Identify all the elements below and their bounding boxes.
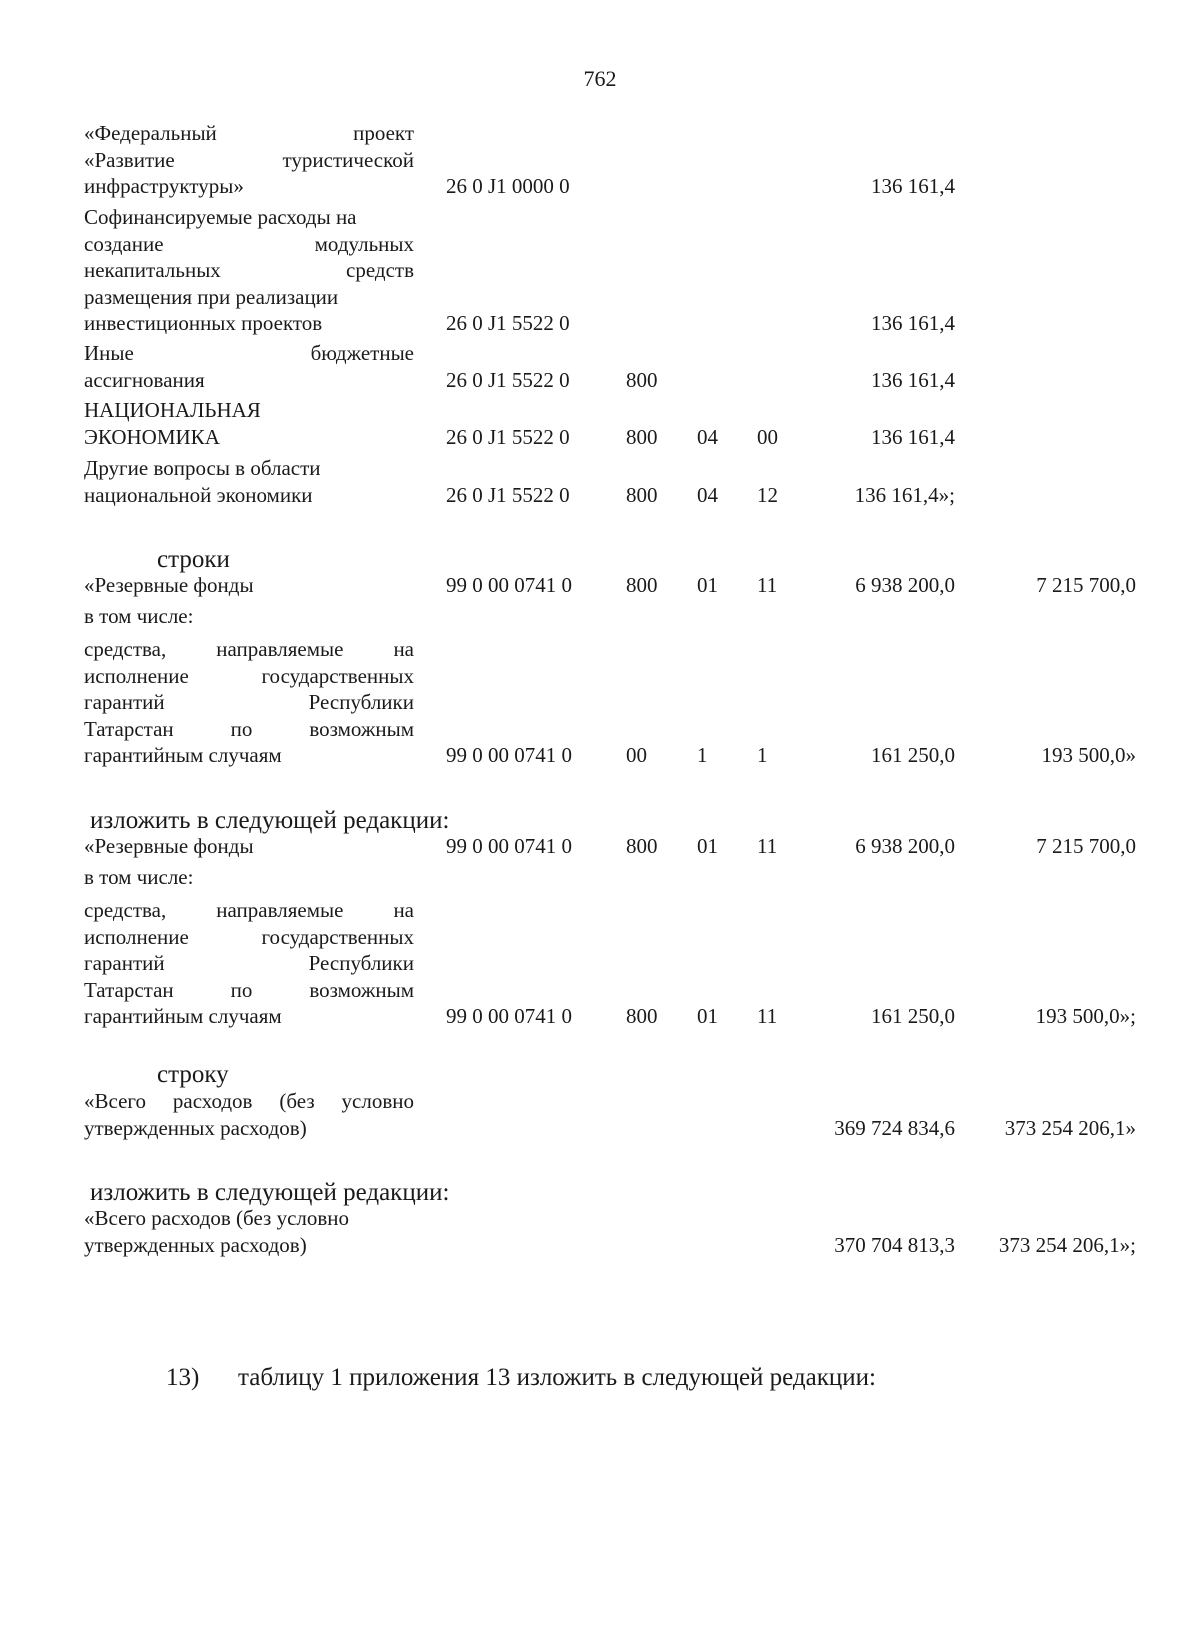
row-name-line: утвержденных расходов) <box>84 1232 307 1257</box>
row-name <box>84 397 414 450</box>
row-name-line: «Федеральный проект <box>84 121 414 145</box>
row-name-line: гарантийным случаям <box>84 743 282 767</box>
row-name-line: «Резервные фонды <box>84 834 254 858</box>
row-sum-year-2: 373 254 206,1»; <box>998 1232 1136 1257</box>
row-code: 99 0 00 0741 0 <box>446 743 572 767</box>
row-sum-year-2: 193 500,0» <box>1041 743 1136 767</box>
row-name-line: гарантий Республики <box>84 951 414 975</box>
heading-edit-1: изложить в следующей редакции: <box>90 807 450 834</box>
row-code: 26 0 J1 5522 0 <box>446 424 570 449</box>
row-name-line: «Всего расходов (без условно <box>84 1089 414 1113</box>
row-sum-year-1: 136 161,4 <box>871 367 955 392</box>
row-name <box>84 1205 414 1258</box>
row-subsection: 1 <box>757 743 768 767</box>
row-name-line: НАЦИОНАЛЬНАЯ <box>84 398 261 422</box>
row-name <box>84 340 414 393</box>
final-list-item <box>166 1364 876 1392</box>
row-subsection: 00 <box>757 424 778 449</box>
row-sum-year-1: 369 724 834,6 <box>834 1115 955 1140</box>
row-subsection: 11 <box>757 573 778 597</box>
row-name-line: национальной экономики <box>84 482 313 507</box>
row-name <box>84 204 414 337</box>
heading-edit-2: изложить в следующей редакции: <box>90 1179 450 1206</box>
row-section: 04 <box>697 424 718 449</box>
row-code: 99 0 00 0741 0 <box>446 834 572 858</box>
row-section: 04 <box>697 482 718 507</box>
row-name-line: утвержденных расходов) <box>84 1115 307 1140</box>
page-number: 762 <box>583 66 617 91</box>
row-sum-year-1: 161 250,0 <box>871 1004 955 1028</box>
row-name <box>84 833 414 860</box>
row-name-line: инвестиционных проектов <box>84 311 323 335</box>
row-name-line: в том числе: <box>84 604 194 628</box>
row-sum-year-1: 136 161,4 <box>871 174 955 198</box>
row-name-line: Иные бюджетные <box>84 341 414 365</box>
row-name-line: Софинансируемые расходы на <box>84 205 357 229</box>
row-code: 26 0 J1 0000 0 <box>446 174 570 198</box>
row-code: 26 0 J1 5522 0 <box>446 367 570 392</box>
row-name-line: ЭКОНОМИКА <box>84 424 220 449</box>
row-expense-type: 00 <box>626 743 647 767</box>
row-name-line: Татарстан по возможным <box>84 716 414 741</box>
row-sum-year-2: 373 254 206,1» <box>1004 1115 1136 1140</box>
row-sum-year-1: 136 161,4»; <box>854 482 955 507</box>
row-name <box>84 864 414 891</box>
row-name-line: исполнение государственных <box>84 663 414 688</box>
row-expense-type: 800 <box>626 834 658 858</box>
row-code: 26 0 J1 5522 0 <box>446 311 570 335</box>
row-name <box>84 897 414 1030</box>
row-sum-year-1: 6 938 200,0 <box>855 834 955 858</box>
row-name-line: гарантийным случаям <box>84 1004 282 1028</box>
row-code: 99 0 00 0741 0 <box>446 573 572 597</box>
row-name-line: размещения при реализации <box>84 284 339 309</box>
row-name <box>84 1088 414 1141</box>
row-name-line: исполнение государственных <box>84 924 414 949</box>
row-section: 01 <box>697 573 718 597</box>
row-name-line: ассигнования <box>84 367 205 392</box>
row-name-line: Другие вопросы в области <box>84 456 321 480</box>
row-section: 1 <box>697 743 708 767</box>
row-name <box>84 120 414 200</box>
row-code: 99 0 00 0741 0 <box>446 1004 572 1028</box>
row-name <box>84 572 414 599</box>
row-name-line: Татарстан по возможным <box>84 977 414 1002</box>
row-sum-year-2: 193 500,0»; <box>1035 1004 1136 1028</box>
row-sum-year-1: 370 704 813,3 <box>834 1232 955 1257</box>
row-name-line: инфраструктуры» <box>84 174 244 198</box>
row-sum-year-1: 136 161,4 <box>871 311 955 335</box>
row-name <box>84 455 414 508</box>
list-item-number: 13) <box>166 1364 200 1391</box>
row-section: 01 <box>697 1004 718 1028</box>
heading-stroku: строку <box>157 1061 229 1088</box>
row-name-line: средства, направляемые на <box>84 898 414 922</box>
row-expense-type: 800 <box>626 367 658 392</box>
row-subsection: 11 <box>757 1004 778 1028</box>
row-sum-year-1: 161 250,0 <box>871 743 955 767</box>
row-sum-year-1: 136 161,4 <box>871 424 955 449</box>
row-name-line: средства, направляемые на <box>84 637 414 661</box>
row-name-line: создание модульных <box>84 231 414 256</box>
row-name <box>84 603 414 630</box>
heading-stroki: строки <box>157 546 230 573</box>
row-sum-year-2: 7 215 700,0 <box>1036 834 1136 858</box>
row-name-line: в том числе: <box>84 865 194 889</box>
row-name-line: «Развитие туристической <box>84 147 414 172</box>
row-expense-type: 800 <box>626 573 658 597</box>
row-sum-year-1: 6 938 200,0 <box>855 573 955 597</box>
row-sum-year-2: 7 215 700,0 <box>1036 573 1136 597</box>
row-subsection: 11 <box>757 834 778 858</box>
row-name-line: «Всего расходов (без условно <box>84 1206 350 1230</box>
row-expense-type: 800 <box>626 482 658 507</box>
row-subsection: 12 <box>757 482 778 507</box>
row-expense-type: 800 <box>626 1004 658 1028</box>
list-item-text: таблицу 1 приложения 13 изложить в следующей редакции: <box>238 1364 876 1391</box>
row-name-line: гарантий Республики <box>84 690 414 714</box>
row-code: 26 0 J1 5522 0 <box>446 482 570 507</box>
row-expense-type: 800 <box>626 424 658 449</box>
row-section: 01 <box>697 834 718 858</box>
row-name-line: некапитальных средств <box>84 258 414 282</box>
row-name-line: «Резервные фонды <box>84 573 254 597</box>
row-name <box>84 636 414 769</box>
